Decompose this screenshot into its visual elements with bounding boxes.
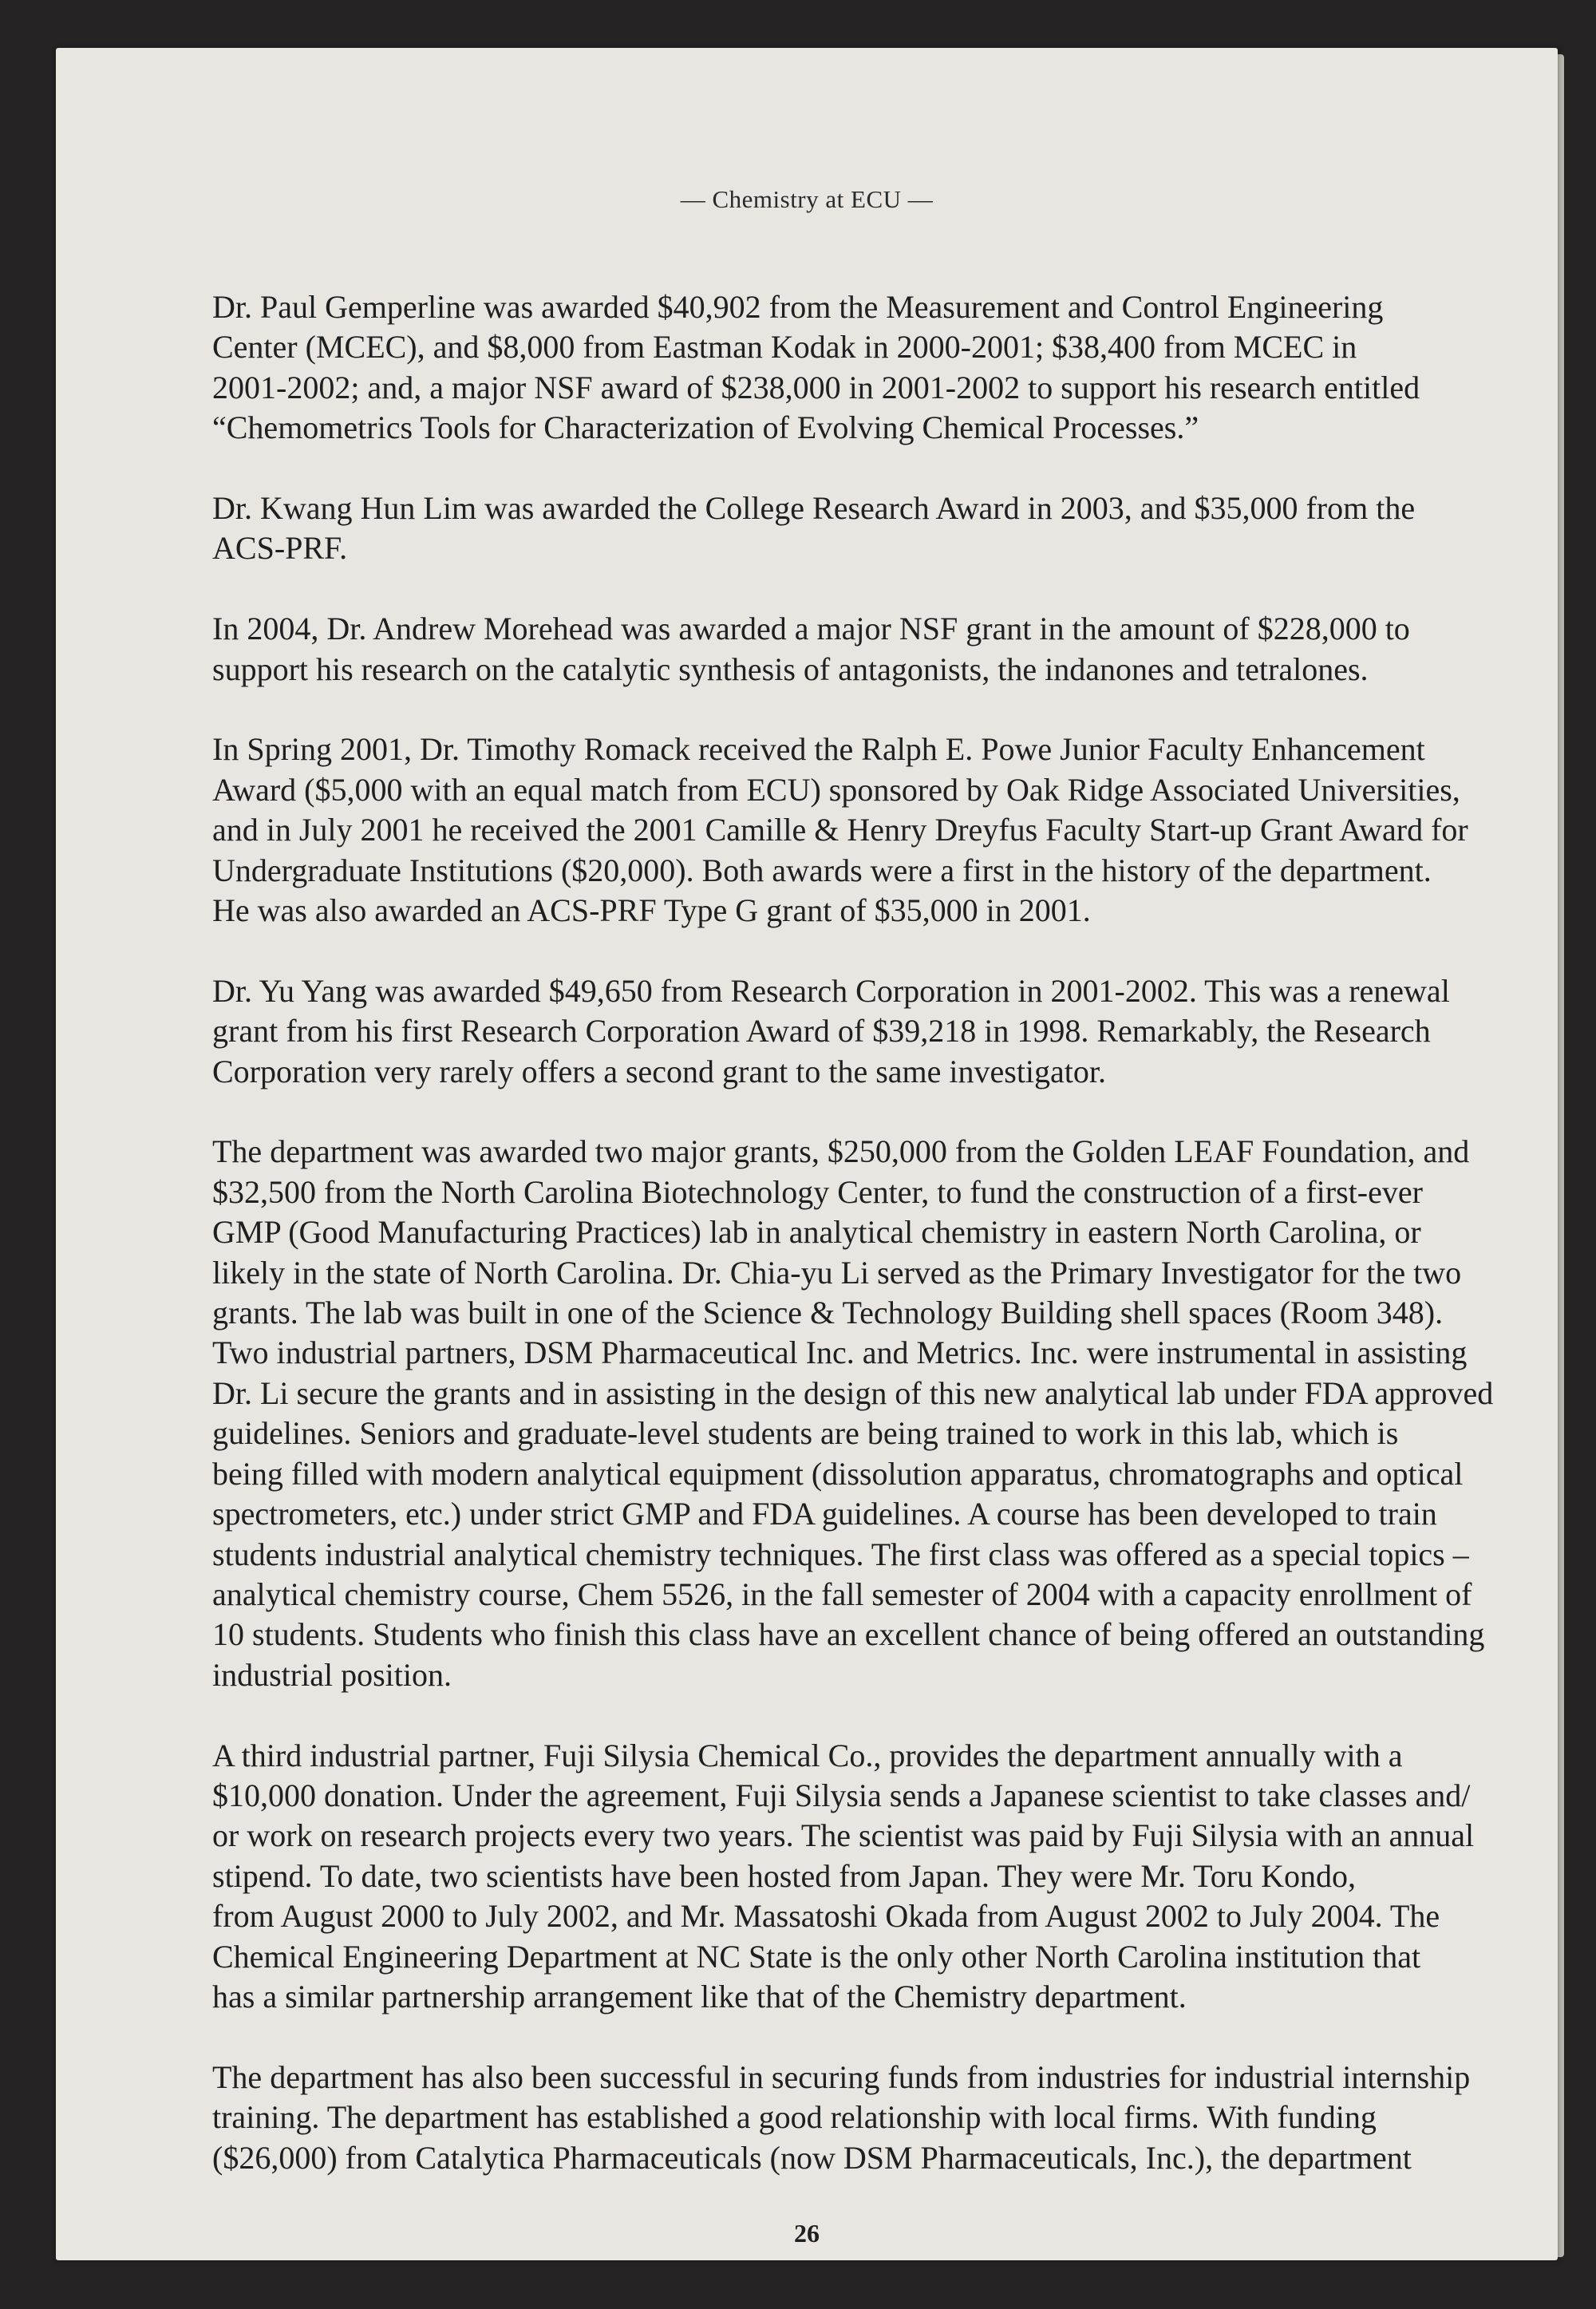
text-line: spectrometers, etc.) under strict GMP and FDA guidelines. A course has been developed to train	[212, 1496, 1437, 1532]
book-page	[56, 48, 1558, 2260]
paragraph-morehead	[212, 609, 1590, 690]
text-line: Dr. Paul Gemperline was awarded $40,902 from the Measurement and Control Engineering	[212, 289, 1384, 325]
text-line: The department has also been successful in securing funds from industries for industrial internship	[212, 2058, 1471, 2095]
text-line: ACS-PRF.	[212, 530, 348, 567]
text-line: “Chemometrics Tools for Characterization of Evolving Chemical Processes.”	[212, 409, 1199, 446]
text-line: grants. The lab was built in one of the Science & Technology Building shell spaces (Room 348).	[212, 1295, 1444, 1331]
text-line: A third industrial partner, Fuji Silysia Chemical Co., provides the department annually with a	[212, 1737, 1403, 1773]
text-line: grant from his first Research Corporation Award of $39,218 in 1998. Remarkably, the Research	[212, 1013, 1431, 1050]
text-line: 2001-2002; and, a major NSF award of $238,000 in 2001-2002 to support his research entitled	[212, 369, 1420, 405]
text-line: GMP (Good Manufacturing Practices) lab in analytical chemistry in eastern North Carolina, or	[212, 1214, 1421, 1251]
text-line: He was also awarded an ACS-PRF Type G grant of $35,000 in 2001.	[212, 892, 1091, 929]
paragraph-yang	[212, 971, 1590, 1092]
text-line: The department was awarded two major grants, $250,000 from the Golden LEAF Foundation, and	[212, 1133, 1470, 1170]
text-line: Corporation very rarely offers a second grant to the same investigator.	[212, 1053, 1107, 1089]
text-line: Dr. Yu Yang was awarded $49,650 from Research Corporation in 2001-2002. This was a renewal	[212, 972, 1450, 1009]
text-line: students industrial analytical chemistry techniques. The first class was offered as a special topics –	[212, 1536, 1469, 1572]
text-line: Dr. Li secure the grants and in assisting in the design of this new analytical lab under FDA approved	[212, 1374, 1494, 1411]
text-line: analytical chemistry course, Chem 5526, in the fall semester of 2004 with a capacity enrollment of	[212, 1576, 1472, 1612]
text-line: being filled with modern analytical equipment (dissolution apparatus, chromatographs and optical	[212, 1455, 1464, 1492]
text-line: In Spring 2001, Dr. Timothy Romack received the Ralph E. Powe Junior Faculty Enhancement	[212, 731, 1425, 768]
text-line: from August 2000 to July 2002, and Mr. Massatoshi Okada from August 2002 to July 2004. The	[212, 1898, 1440, 1935]
text-line: has a similar partnership arrangement like that of the Chemistry department.	[212, 1978, 1187, 2014]
text-line: ($26,000) from Catalytica Pharmaceuticals (now DSM Pharmaceuticals, Inc.), the department	[212, 2139, 1412, 2176]
paragraph-lim	[212, 488, 1590, 569]
paragraph-internship	[212, 2058, 1590, 2178]
paragraph-gemperline	[212, 287, 1590, 449]
text-line: and in July 2001 he received the 2001 Camille & Henry Dreyfus Faculty Start-up Grant Award for	[212, 812, 1468, 848]
text-line: Center (MCEC), and $8,000 from Eastman Kodak in 2000-2001; $38,400 from MCEC in	[212, 329, 1357, 366]
text-line: training. The department has established a good relationship with local firms. With funding	[212, 2099, 1377, 2136]
body-text	[212, 287, 1590, 2218]
text-line: $10,000 donation. Under the agreement, Fuji Silysia sends a Japanese scientist to take classes and/	[212, 1777, 1471, 1813]
text-line: stipend. To date, two scientists have been hosted from Japan. They were Mr. Toru Kondo,	[212, 1857, 1357, 1894]
text-line: Dr. Kwang Hun Lim was awarded the College Research Award in 2003, and $35,000 from the	[212, 490, 1416, 527]
text-line: $32,500 from the North Carolina Biotechnology Center, to fund the construction of a first-ever	[212, 1173, 1423, 1210]
paragraph-gmp-lab	[212, 1132, 1590, 1695]
paragraph-fuji-silysia	[212, 1736, 1590, 2018]
text-line: Two industrial partners, DSM Pharmaceutical Inc. and Metrics. Inc. were instrumental in assisting	[212, 1334, 1468, 1371]
text-line: support his research on the catalytic synthesis of antagonists, the indanones and tetralones.	[212, 650, 1369, 687]
text-line: Undergraduate Institutions ($20,000). Both awards were a first in the history of the department.	[212, 852, 1432, 888]
running-head: — Chemistry at ECU —	[680, 185, 934, 213]
text-line: industrial position.	[212, 1656, 452, 1693]
text-line: Chemical Engineering Department at NC State is the only other North Carolina institution that	[212, 1938, 1421, 1975]
text-line: or work on research projects every two years. The scientist was paid by Fuji Silysia with an annual	[212, 1817, 1475, 1854]
text-line: In 2004, Dr. Andrew Morehead was awarded a major NSF grant in the amount of $228,000 to	[212, 611, 1410, 647]
text-line: 10 students. Students who finish this class have an excellent chance of being offered an outstanding	[212, 1616, 1485, 1653]
text-line: Award ($5,000 with an equal match from ECU) sponsored by Oak Ridge Associated Universities,	[212, 771, 1460, 808]
paragraph-romack	[212, 729, 1590, 931]
page-number: 26	[794, 2219, 820, 2248]
text-line: likely in the state of North Carolina. Dr. Chia-yu Li served as the Primary Investigator for the two	[212, 1254, 1462, 1291]
text-line: guidelines. Seniors and graduate-level students are being trained to work in this lab, which is	[212, 1415, 1399, 1452]
